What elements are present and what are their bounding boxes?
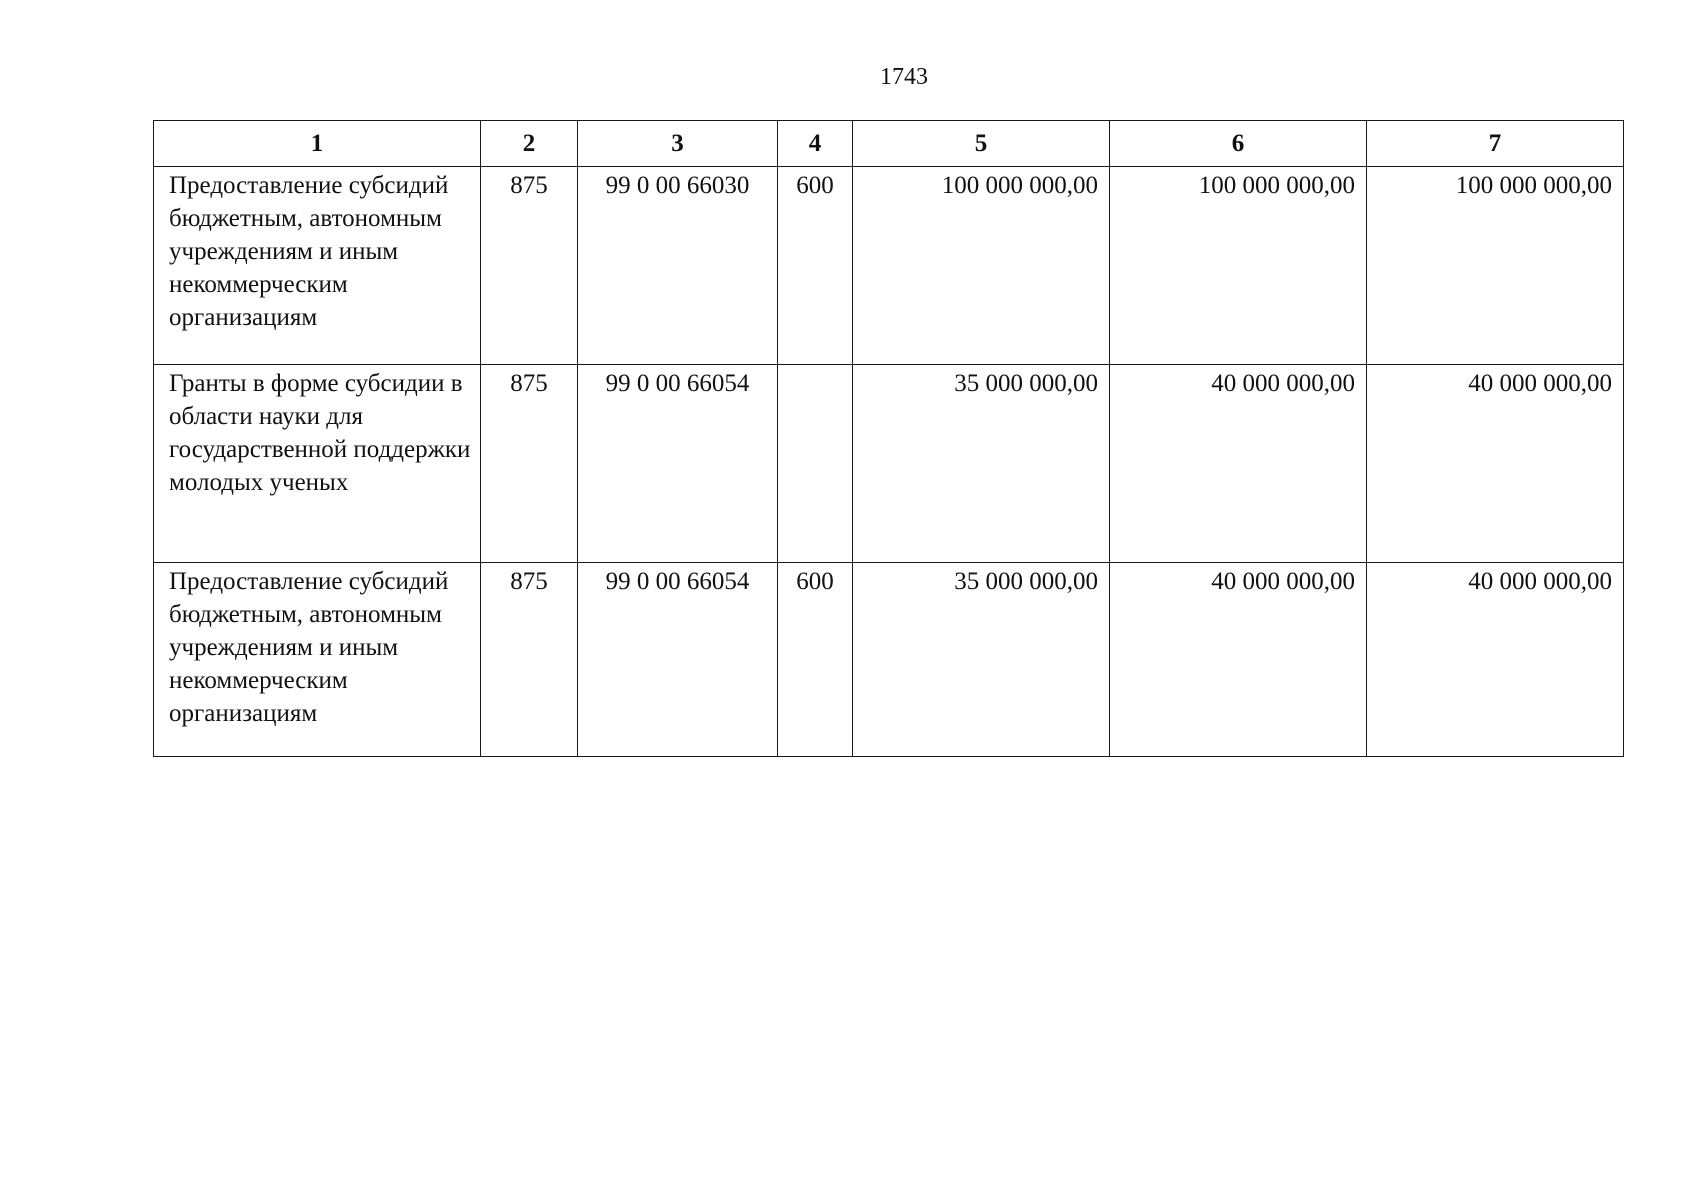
column-header-4: 4 (778, 121, 853, 167)
header-row (154, 121, 1624, 167)
row-amount-5: 35 000 000,00 (853, 563, 1110, 757)
row-code: 875 (481, 167, 578, 365)
row-description: Предоставление субсидий бюджетным, автономным учреждениям и иным некоммерческим организациям (154, 167, 481, 365)
table-row (154, 167, 1624, 365)
column-header-2: 2 (481, 121, 578, 167)
table-row (154, 563, 1624, 757)
row-expense-type: 600 (778, 563, 853, 757)
row-expense-type: 600 (778, 167, 853, 365)
row-expense-type (778, 365, 853, 563)
row-amount-5: 100 000 000,00 (853, 167, 1110, 365)
row-amount-5: 35 000 000,00 (853, 365, 1110, 563)
column-header-5: 5 (853, 121, 1110, 167)
row-amount-6: 40 000 000,00 (1110, 563, 1367, 757)
column-header-7: 7 (1367, 121, 1624, 167)
row-code: 875 (481, 563, 578, 757)
row-amount-7: 40 000 000,00 (1367, 365, 1624, 563)
row-target-article: 99 0 00 66054 (578, 365, 778, 563)
row-description: Предоставление субсидий бюджетным, автономным учреждениям и иным некоммерческим организациям (154, 563, 481, 757)
column-header-3: 3 (578, 121, 778, 167)
row-amount-6: 40 000 000,00 (1110, 365, 1367, 563)
row-amount-6: 100 000 000,00 (1110, 167, 1367, 365)
table-row (154, 365, 1624, 563)
row-description: Гранты в форме субсидии в области науки для государственной поддержки молодых ученых (154, 365, 481, 563)
row-amount-7: 100 000 000,00 (1367, 167, 1624, 365)
column-header-6: 6 (1110, 121, 1367, 167)
budget-table (153, 120, 1624, 757)
row-target-article: 99 0 00 66030 (578, 167, 778, 365)
row-code: 875 (481, 365, 578, 563)
row-target-article: 99 0 00 66054 (578, 563, 778, 757)
page-number: 1743 (880, 64, 928, 90)
column-header-1: 1 (154, 121, 481, 167)
row-amount-7: 40 000 000,00 (1367, 563, 1624, 757)
